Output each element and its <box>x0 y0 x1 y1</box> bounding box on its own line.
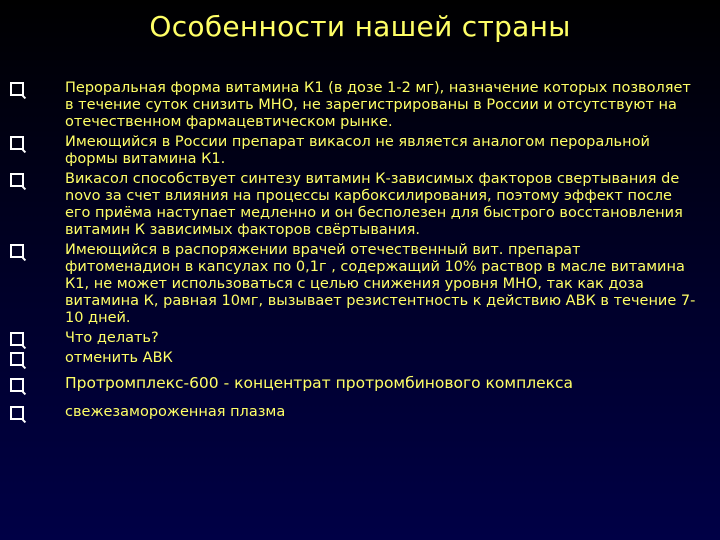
bullet-text: Имеющийся в распоряжении врачей отечественный вит. препарат фитоменадион в капсулах по 0,1г , содержащий 10% раствор в масле витамина К1, не может использоваться с целью снижения уровня МНО, так как доза витамина К, равная 10мг, вызывает резистентность к действию АВК в течение 7-10 дней. <box>65 242 696 326</box>
bullet-text: Что делать? <box>65 330 159 346</box>
bullet-item <box>10 350 700 367</box>
bullet-item <box>10 171 700 239</box>
bullet-item <box>10 242 700 327</box>
bullet-text: Пероральная форма витамина К1 (в дозе 1-2 мг), назначение которых позволяет в течение суток снизить МНО, не зарегистрированы в России и отсутствуют на отечественном фармацевтическом рынке. <box>65 80 691 130</box>
hollow-square-bullet-icon <box>10 332 24 346</box>
bullet-text: отменить АВК <box>65 350 173 366</box>
bullet-text: Имеющийся в России препарат викасол не является аналогом пероральной формы витамина К1. <box>65 134 650 167</box>
bullet-item <box>10 134 700 168</box>
bullet-item <box>10 375 700 392</box>
bullet-item <box>10 330 700 347</box>
bullet-item <box>10 404 700 421</box>
hollow-square-bullet-icon <box>10 406 24 420</box>
bullet-text: Викасол способствует синтезу витамин К-зависимых факторов свертывания de novo за счет влияния на процессы карбоксилирования, поэтому эффект после его приёма наступает медленно и он бесполезен для быстрого восстановления витамин К зависимых факторов свёртывания. <box>65 171 683 238</box>
hollow-square-bullet-icon <box>10 378 24 392</box>
hollow-square-bullet-icon <box>10 244 24 258</box>
slide-title: Особенности нашей страны <box>149 10 571 43</box>
bullet-text: Протромплекс-600 - концентрат протромбинового комплекса <box>65 374 574 392</box>
hollow-square-bullet-icon <box>10 352 24 366</box>
hollow-square-bullet-icon <box>10 136 24 150</box>
bullet-list <box>10 80 700 424</box>
hollow-square-bullet-icon <box>10 173 24 187</box>
bullet-text: свежезамороженная плазма <box>65 404 286 420</box>
hollow-square-bullet-icon <box>10 82 24 96</box>
bullet-item <box>10 80 700 131</box>
